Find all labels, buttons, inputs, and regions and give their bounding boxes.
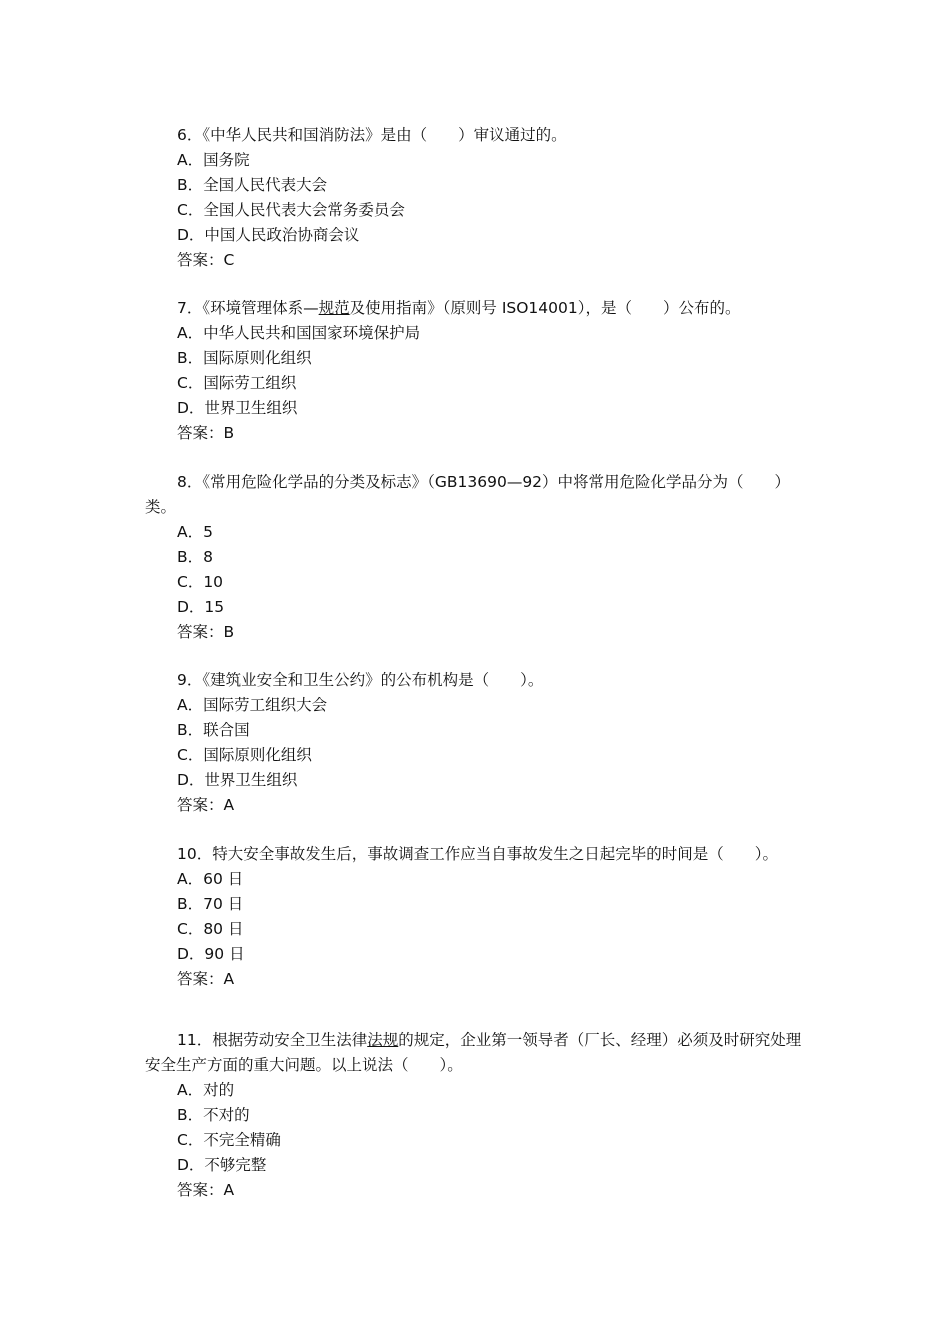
option-a: A．中华人民共和国国家环境保护局 (177, 324, 421, 342)
option-c: C．80 日 (177, 920, 244, 938)
option-d: D．90 日 (177, 945, 245, 963)
option-d: D．中国人民政治协商会议 (177, 226, 360, 244)
option-b: B．国际原则化组织 (177, 349, 312, 367)
answer-line: 答案：C (177, 251, 235, 269)
stem-underlined-text: 法规 (367, 1031, 399, 1049)
option-b: B．全国人民代表大会 (177, 176, 328, 194)
question-stem: 9．《建筑业安全和卫生公约》的公布机构是（ ）。 (177, 671, 544, 689)
stem-text: 的规定，企业第一领导者（厂长、经理）必须及时研究处理安全生产方面的重大问题。以上说法（ ）。 (145, 1031, 802, 1074)
question-9 (145, 668, 810, 818)
option-c: C．不完全精确 (177, 1131, 281, 1149)
answer-line: 答案：A (177, 796, 235, 814)
stem-text: 及使用指南》（原则号 ISO14001），是（ ）公布的。 (349, 299, 741, 317)
answer-line: 答案：B (177, 623, 235, 641)
question-7 (145, 296, 810, 446)
option-c: C．全国人民代表大会常务委员会 (177, 201, 405, 219)
question-11 (145, 1028, 810, 1203)
answer-line: 答案：A (177, 1181, 235, 1199)
question-stem: 8．《常用危险化学品的分类及标志》（GB13690—92）中将常用危险化学品分为（ ）类。 (145, 473, 791, 516)
option-b: B．8 (177, 548, 213, 566)
option-b: B．联合国 (177, 721, 250, 739)
question-stem: 6．《中华人民共和国消防法》是由（ ）审议通过的。 (177, 126, 567, 144)
option-b: B．不对的 (177, 1106, 250, 1124)
option-a: A．5 (177, 523, 213, 541)
question-stem: 10．特大安全事故发生后，事故调查工作应当自事故发生之日起完毕的时间是（ ）。 (177, 845, 778, 863)
option-c: C．国际劳工组织 (177, 374, 297, 392)
answer-line: 答案：B (177, 424, 235, 442)
option-d: D．15 (177, 598, 225, 616)
option-a: A．国务院 (177, 151, 250, 169)
question-10 (145, 842, 810, 992)
stem-text: 11．根据劳动安全卫生法律 (177, 1031, 368, 1049)
stem-underlined-text: 规范 (318, 299, 350, 317)
option-d: D．不够完整 (177, 1156, 267, 1174)
option-a: A．60 日 (177, 870, 244, 888)
option-d: D．世界卫生组织 (177, 771, 298, 789)
question-6 (145, 123, 810, 273)
option-c: C．国际原则化组织 (177, 746, 312, 764)
option-a: A．对的 (177, 1081, 235, 1099)
question-stem (145, 1028, 810, 1078)
option-b: B．70 日 (177, 895, 244, 913)
option-d: D．世界卫生组织 (177, 399, 298, 417)
option-c: C．10 (177, 573, 224, 591)
question-stem (145, 296, 810, 321)
option-a: A．国际劳工组织大会 (177, 696, 328, 714)
question-8 (145, 470, 810, 645)
stem-text: 7．《环境管理体系— (177, 299, 319, 317)
answer-line: 答案：A (177, 970, 235, 988)
